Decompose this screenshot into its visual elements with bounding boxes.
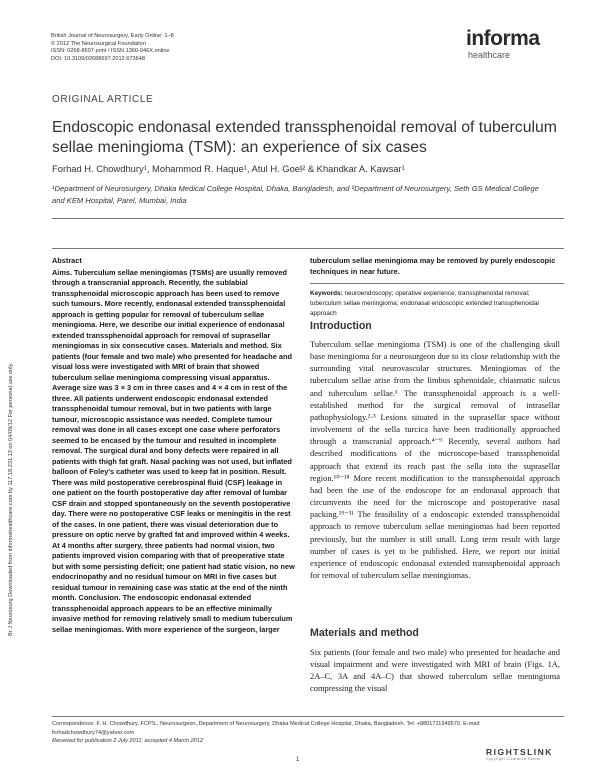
journal-issn: ISSN: 0268-8697 print / ISSN 1360-046X online	[51, 48, 170, 55]
author-affiliations: ¹Department of Neurosurgery, Dhaka Medical College Hospital, Dhaka, Bangladesh, and ²Department of Neurosurgery, Seth GS Medical College and KEM Hospital, Parel, Mumbai, India	[52, 184, 539, 205]
rightslink-word: RIGHTSLINK	[486, 747, 553, 757]
abstract-body: Aims. Tuberculum sellae meningiomas (TSMs) are usually removed through a transcranial approach. Recently, the sublabial transsphenoidal microscopic approach has been used to remove such tumours. More recently, endonasal extended transsphenoidal approach is getting popular for removal of tuberculum sellae meningioma. Here, we describe our initial experience of endonasal extended transsphenoidal approach for removal of suprasellar meningiomas in six consecutive cases. Materials and method. Six patients (four female and two male) who presented for headache and visual loss were investigated with MRI of brain that showed tuberculum sellae meningioma compressing visual apparatus. Average size was 3 × 3 cm in three cases and 4 × 4 cm in rest of the three. All patients underwent endoscopic endonasal extended transsphenoidal tumour removal, but in two patients with large tumour, microscopic assistance was needed. Complete tumour removal was done in all cases except one case where perforators seemed to be encased by the tumour and resulted in incomplete removal. The surgical dural and bony defects were repaired in all patients with thigh fat graft. Nasal packing was not used, but inflated balloon of Foley's catheter was used to keep fat in position. Result. There was mild postoperative cerebrospinal fluid (CSF) leakage in one patient on the fourth postoperative day after removal of lumbar CSF drain and stopped spontaneously on the seventh postoperative day. There were no postoperative CSF leaks or meningitis in the rest of the cases. In one patient, there was visual deterioration due to pressure on optic nerve by grafted fat and improved within 4 weeks. At 4 months after surgery, three patients had normal vision, two patients improved vision comparing with that of preoperative state but with some persisting deficit; one patient had static vision, no new endocrinopathy and no residual tumour on MRI in five cases but residual tumour in remaining case was static at the end of the ninth month. Conclusion. The endoscopic endonasal extended transsphenoidal approach appears to be an effective minimally invasive method for removing relatively small to medium tuberculum sellae meningiomas. With more experience of the surgeon, larger	[52, 267, 295, 634]
footer-notes	[52, 720, 564, 746]
footer-divider	[52, 716, 564, 717]
download-watermark-text: Br J Neurosurg Downloaded from informahealthcare.com by 117.18.231.13 on 04/09/12 For personal use only.	[8, 362, 14, 636]
article-type: ORIGINAL ARTICLE	[52, 94, 154, 105]
download-watermark	[2, 180, 24, 640]
journal-citation: British Journal of Neurosurgery, Early Online: 1–8	[51, 33, 174, 39]
rightslink-tagline: Copyright Clearance Center	[486, 757, 541, 761]
journal-doi: DOI: 10.3109/02688697.2012.673648	[51, 55, 145, 62]
keywords-label: Keywords:	[310, 290, 343, 297]
introduction-heading: Introduction	[310, 320, 372, 332]
divider-keywords	[310, 283, 564, 284]
publisher-logo	[466, 28, 566, 60]
keywords-text: neuroendoscopy; operative experience; transsphenoidal removal; tuberculum sellae meningioma; endonasal endoscopic extended transsphenoidal approach	[310, 290, 539, 317]
divider-top	[52, 218, 564, 219]
page-number: 1	[296, 757, 300, 763]
correspondence-note: Correspondence: F. H. Chowdhury, FCPS., Neurosurgeon, Department of Neurosurgery, Dhaka Medical College Hospital, Dhaka, Bangladesh. Tel: +8801711949570. E-mail: forhadchowdhury74@yahoo.com	[52, 721, 481, 736]
publisher-name: informa	[466, 27, 540, 50]
journal-copyright: © 2012 The Neurosurgical Foundation	[51, 40, 146, 47]
received-date: Received for publication 2 July 2011; accepted 4 March 2012	[52, 738, 204, 744]
materials-body: Six patients (four female and two male) who presented for headache and visual impairment and were investigated with MRI of brain (Figs. 1A, 2A–C, 3A and 4A–C) that showed tuberculum sellae meningioma compressing the visual	[310, 647, 560, 694]
abstract	[52, 256, 296, 635]
divider-abstract	[52, 248, 564, 249]
author-list: Forhad H. Chowdhury¹, Mohammod R. Haque¹, Atul H. Goel² & Khandkar A. Kawsar¹	[52, 163, 405, 174]
publisher-subtitle: healthcare	[468, 50, 511, 60]
keywords	[310, 289, 560, 319]
article-title: Endoscopic endonasal extended transsphenoidal removal of tuberculum sellae meningioma (TSM): an experience of six cases	[52, 119, 557, 156]
journal-metadata	[51, 33, 174, 63]
materials-heading: Materials and method	[310, 627, 419, 639]
abstract-heading: Abstract	[52, 256, 82, 265]
rightslink-logo[interactable]	[486, 747, 568, 761]
abstract-continued: tuberculum sellae meningioma may be removed by purely endoscopic techniques in near future.	[310, 256, 556, 276]
introduction-body: Tuberculum sellae meningioma (TSM) is one of the challenging skull base meningioma for a neurosurgeon due to its close relationship with the surrounding vital neurovascular structures. Meningiomas of the tuberculum sellae arise from the limbus sphenoidale, chiasmatic sulcus and tuberculum sellae.¹ The transsphenoidal approach is a well-established method for the surgical removal of intrasellar pathophysiology.²·³ Lesions situated in the suprasellar space without involvement of the sella turcica have been traditionally approached through a transcranial approach.⁴⁻⁹ Recently, several authors had described modifications of the microscope-based transsphenoidal approach that extend its reach past the sella into the suprasellar region.¹⁰⁻¹⁸ More recent modification to the transsphenoidal approach had been the use of the endoscope for an endonasal approach that circumvents the need for the microscope and postoperative nasal packing.¹⁹⁻³¹ The feasibility of a endoscopic extended transsphenoidal approach to remove tuberculum sellae meningiomas had been reported previously, but the number is still small. Long term result with large number of cases is yet to be published. Here, we report our initial experience of endoscopic endonasal extended transsphenoidal approach for removal of tuberculum sellae meningiomas.	[310, 339, 560, 580]
